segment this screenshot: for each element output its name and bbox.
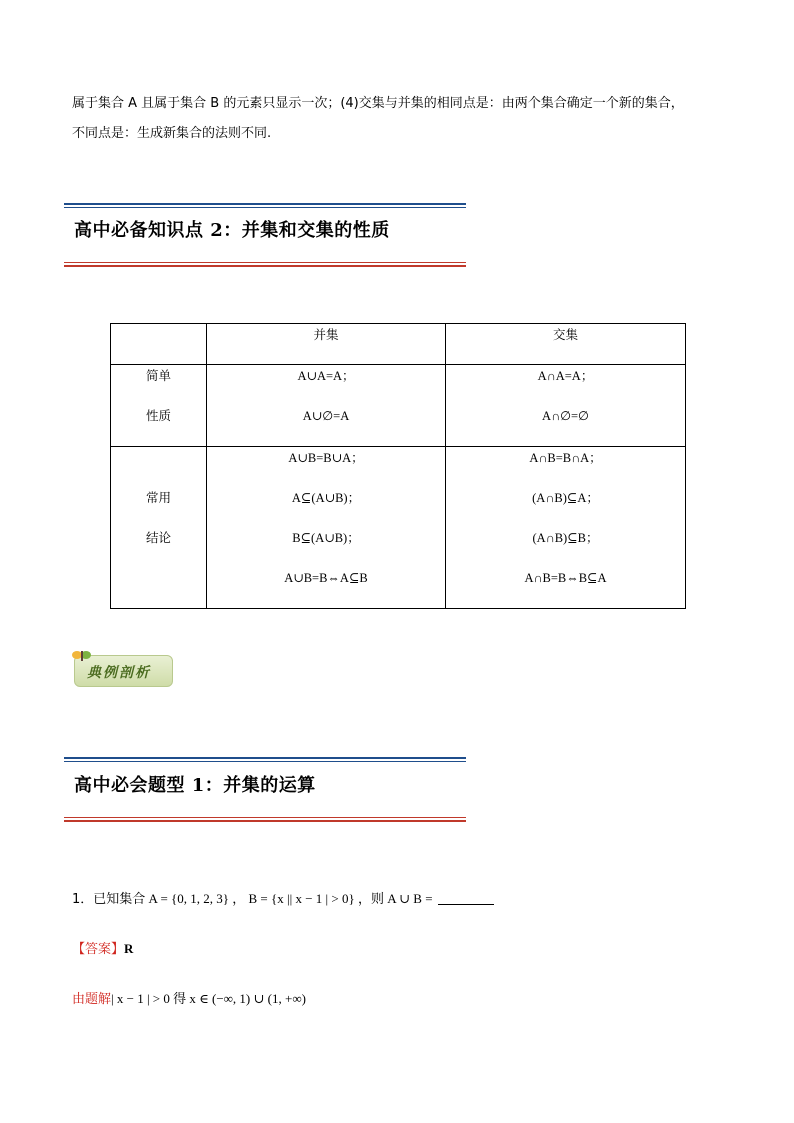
answer-value: R bbox=[124, 941, 134, 956]
example-analysis-badge bbox=[74, 655, 173, 687]
problem-1 bbox=[72, 889, 494, 910]
problem-number: 1． bbox=[72, 892, 94, 907]
header-union: 并集 bbox=[207, 324, 446, 365]
union-intersection-table bbox=[110, 323, 686, 609]
header-empty bbox=[111, 324, 207, 365]
intersection-common-cell: A∩B=B∩A； (A∩B)⊆A； (A∩B)⊆B； A∩B=B⇔B⊆A bbox=[446, 447, 686, 609]
solution-text: | x − 1 | > 0 得 x ∈ (−∞, 1) ∪ (1, +∞) bbox=[111, 991, 306, 1006]
problem-text: 已知集合 A = {0, 1, 2, 3} ， B = {x || x − 1 | > 0} ，则 A ∪ B = bbox=[93, 891, 436, 906]
intersection-simple-cell: A∩A=A； A∩∅=∅ bbox=[446, 365, 686, 447]
row-label-simple: 简单 性质 bbox=[111, 365, 207, 447]
intro-line-2: 不同点是：生成新集合的法则不同. bbox=[72, 126, 272, 141]
table-row bbox=[111, 365, 686, 447]
intro-line-1: 属于集合 A 且属于集合 B 的元素只显示一次；(4)交集与并集的相同点是：由两个集合确定一个新的集合， bbox=[72, 96, 684, 111]
union-simple-cell: A∪A=A； A∪∅=A bbox=[207, 365, 446, 447]
section-2-title: 高中必会题型 1：并集的运算 bbox=[74, 775, 316, 796]
table-header-row bbox=[111, 324, 686, 365]
solution-prefix: 由题解 bbox=[72, 992, 112, 1007]
badge-label: 典例剖析 bbox=[87, 665, 151, 681]
table-row bbox=[111, 447, 686, 609]
heading-top-rule bbox=[64, 757, 466, 762]
solution-line bbox=[72, 989, 306, 1010]
union-common-cell: A∪B=B∪A； A⊆(A∪B)； B⊆(A∪B)； A∪B=B⇔A⊆B bbox=[207, 447, 446, 609]
row-label-common: 常用 结论 bbox=[111, 447, 207, 609]
answer-tag: 【答案】 bbox=[72, 942, 125, 957]
heading-top-rule bbox=[64, 203, 466, 208]
heading-bottom-rule bbox=[64, 262, 466, 267]
answer-line bbox=[72, 939, 133, 960]
heading-bottom-rule bbox=[64, 817, 466, 822]
answer-blank bbox=[438, 904, 494, 905]
section-1-title: 高中必备知识点 2：并集和交集的性质 bbox=[74, 220, 390, 241]
header-intersection: 交集 bbox=[446, 324, 686, 365]
